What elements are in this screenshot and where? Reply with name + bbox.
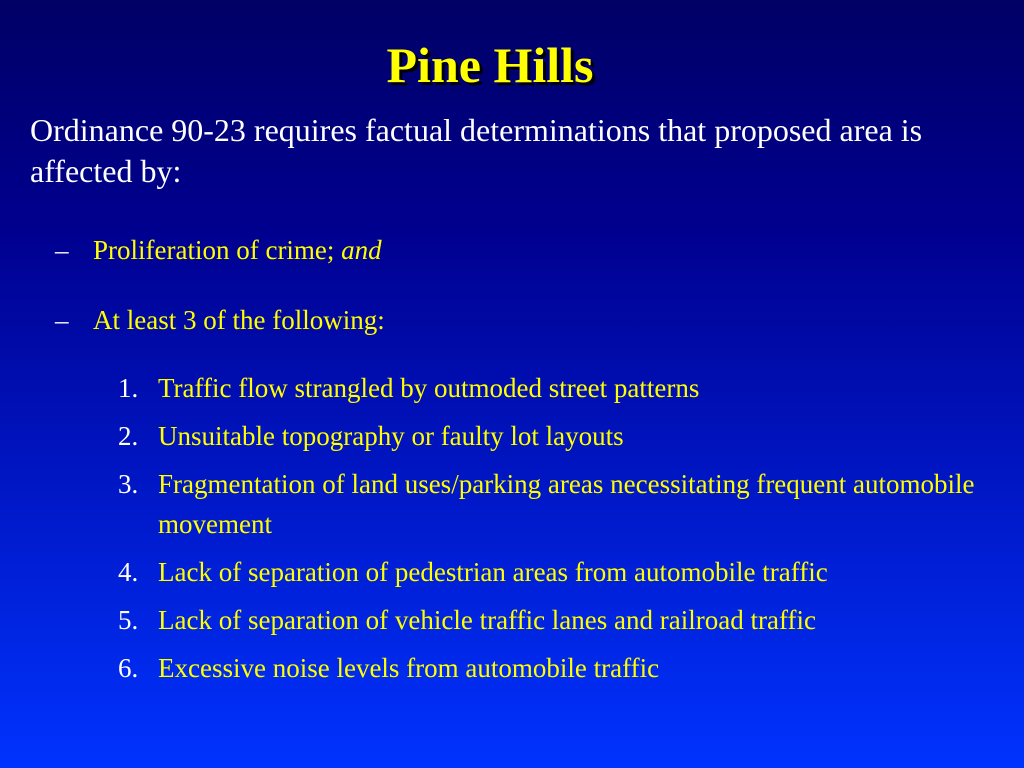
list-item-number: 4. bbox=[118, 557, 139, 587]
list-item-text: Unsuitable topography or faulty lot layouts bbox=[158, 421, 624, 451]
dash-item-emphasis: and bbox=[341, 235, 382, 265]
dash-marker: – bbox=[55, 305, 69, 335]
list-item-text: Excessive noise levels from automobile traffic bbox=[158, 653, 660, 683]
dash-item-criteria bbox=[55, 303, 955, 337]
list-item-text: Lack of separation of pedestrian areas from automobile traffic bbox=[158, 557, 828, 587]
dash-item-crime bbox=[55, 233, 955, 267]
list-item-text: Traffic flow strangled by outmoded street patterns bbox=[158, 373, 700, 403]
intro-paragraph: Ordinance 90-23 requires factual determinations that proposed area is affected by: bbox=[30, 112, 923, 189]
list-item-number: 2. bbox=[118, 421, 139, 451]
list-item bbox=[118, 600, 1018, 640]
numbered-list bbox=[118, 368, 1018, 696]
list-item bbox=[118, 368, 1018, 408]
list-item bbox=[118, 552, 1018, 592]
list-item bbox=[118, 648, 1018, 688]
dash-marker: – bbox=[55, 235, 69, 265]
list-item-text: Lack of separation of vehicle traffic lanes and railroad traffic bbox=[158, 605, 816, 635]
slide-title: Pine Hills bbox=[386, 37, 594, 93]
list-item-number: 3. bbox=[118, 469, 139, 499]
list-item bbox=[118, 416, 1018, 456]
list-item-number: 5. bbox=[118, 605, 139, 635]
list-item bbox=[118, 464, 1018, 544]
list-item-number: 6. bbox=[118, 653, 139, 683]
dash-item-text: Proliferation of crime; bbox=[93, 235, 342, 265]
dash-item-text: At least 3 of the following: bbox=[93, 305, 385, 335]
list-item-number: 1. bbox=[118, 373, 139, 403]
list-item-text: Fragmentation of land uses/parking areas necessitating frequent automobile movement bbox=[158, 469, 975, 539]
